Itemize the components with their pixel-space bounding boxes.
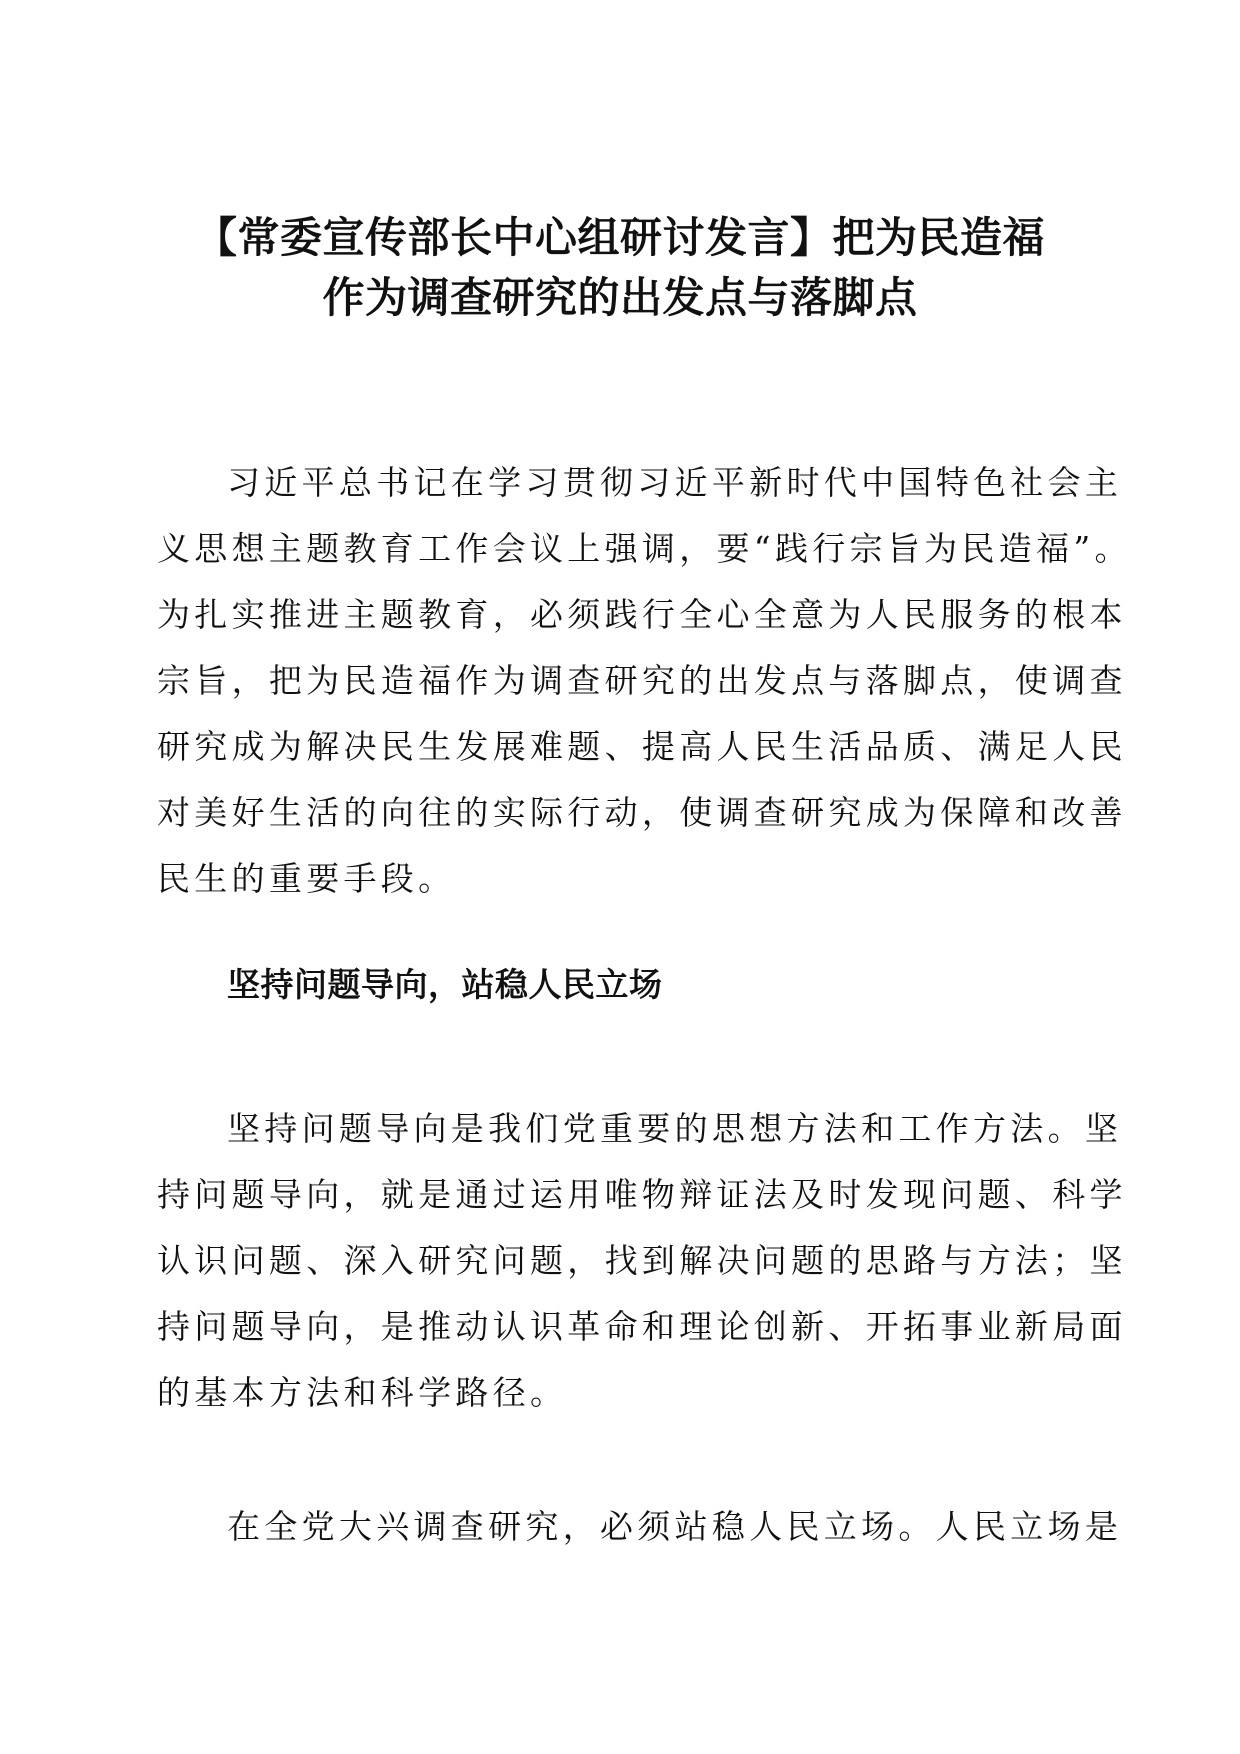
paragraph-line: 对美好生活的向往的实际行动，使调查研究成为保障和改善 [157, 793, 1127, 832]
paragraph-line: 习近平总书记在学习贯彻习近平新时代中国特色社会主 [227, 463, 1123, 502]
paragraph-line: 持问题导向，就是通过运用唯物辩证法及时发现问题、科学 [157, 1175, 1127, 1214]
paragraph-line: 宗旨，把为民造福作为调查研究的出发点与落脚点，使调查 [157, 661, 1127, 700]
title-line: 【常委宣传部长中心组研讨发言】把为民造福 [194, 213, 1045, 262]
title-line: 作为调查研究的出发点与落脚点 [322, 273, 918, 322]
paragraph-line: 持问题导向，是推动认识革命和理论创新、开拓事业新局面 [157, 1307, 1127, 1346]
document-title [150, 208, 1090, 328]
paragraph-line: 认识问题、深入研究问题，找到解决问题的思路与方法；坚 [157, 1241, 1127, 1280]
paragraph-people-stance [157, 1494, 1123, 1560]
section-heading: 坚持问题导向，站稳人民立场 [227, 965, 663, 1004]
paragraph-intro [157, 450, 1132, 912]
paragraph-line: 为扎实推进主题教育，必须践行全心全意为人民服务的根本 [157, 595, 1127, 634]
paragraph-line: 民生的重要手段。 [157, 859, 456, 898]
paragraph-line: 坚持问题导向是我们党重要的思想方法和工作方法。坚 [227, 1109, 1123, 1148]
paragraph-line: 在全党大兴调查研究，必须站稳人民立场。人民立场是 [227, 1507, 1123, 1546]
paragraph-line: 的基本方法和科学路径。 [157, 1373, 568, 1412]
paragraph-line: 义思想主题教育工作会议上强调，要“践行宗旨为民造福”。 [157, 529, 1132, 568]
paragraph-problem-orientation [157, 1096, 1127, 1426]
paragraph-line: 研究成为解决民生发展难题、提高人民生活品质、满足人民 [157, 727, 1127, 766]
